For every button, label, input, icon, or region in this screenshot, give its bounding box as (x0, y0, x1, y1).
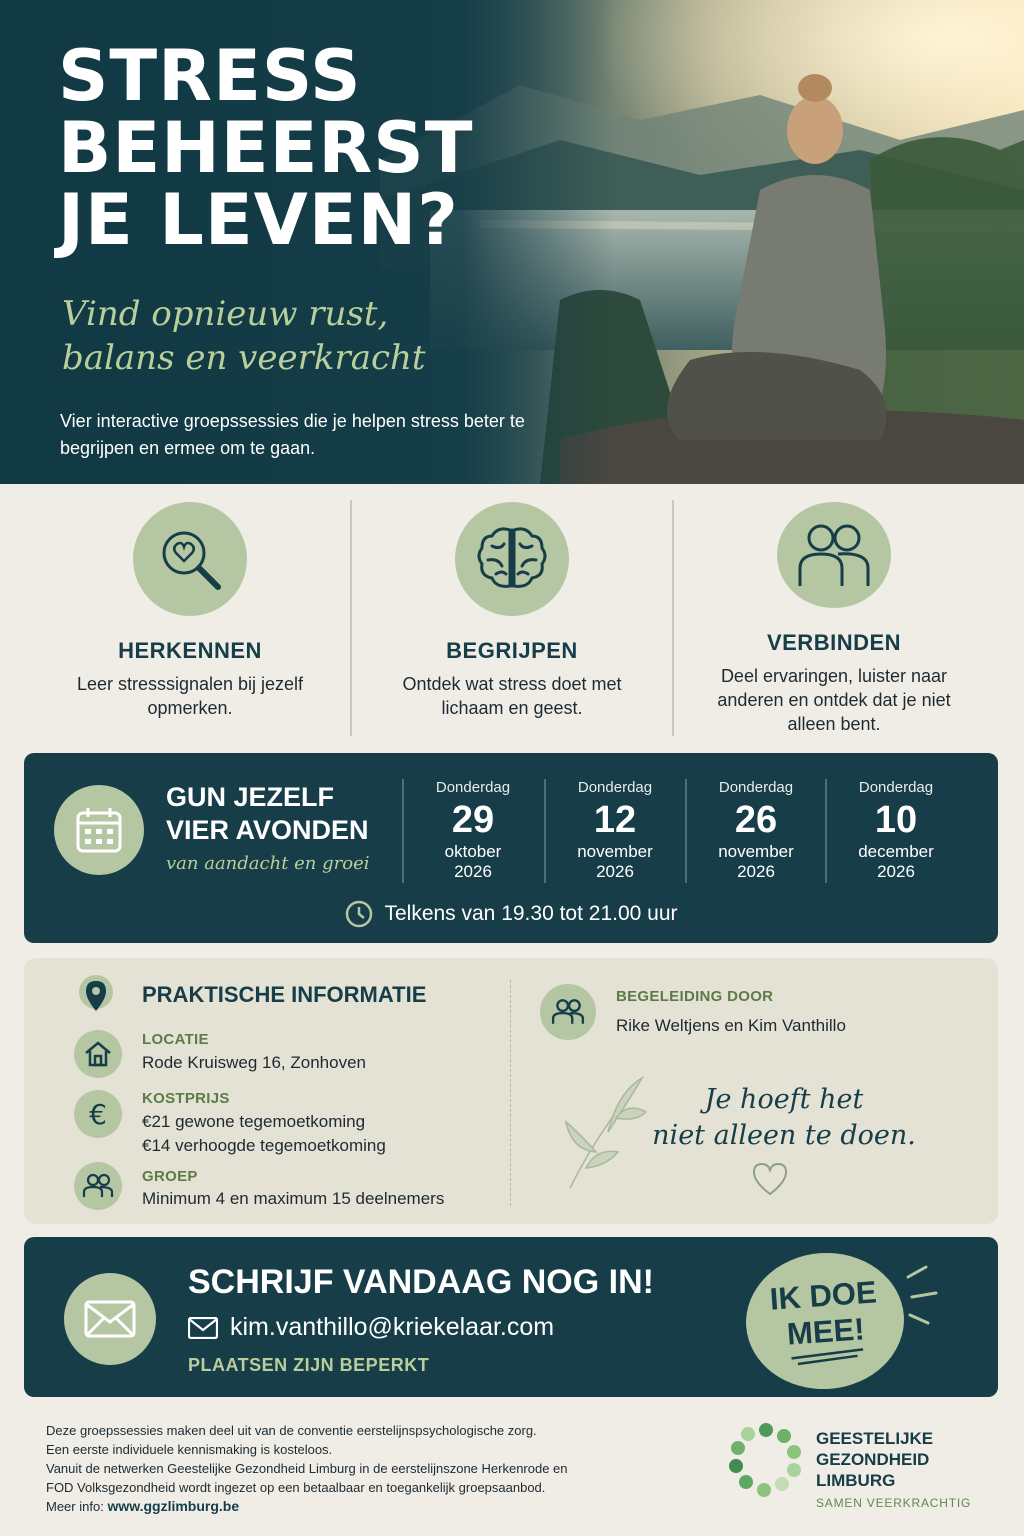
quote (644, 1082, 924, 1154)
hero-subtitle (62, 292, 502, 380)
footer-notes (46, 1421, 686, 1516)
heart-icon (750, 1160, 790, 1198)
home-icon (74, 1030, 122, 1078)
session-year: 2026 (596, 862, 634, 881)
logo-tagline: SAMEN VEERKRACHTIG (816, 1496, 972, 1510)
session-day: Donderdag (435, 779, 511, 796)
sessions-heading-line: VIER AVONDEN (166, 815, 369, 845)
hero-title-line: STRESS (58, 35, 362, 117)
feature-title: VERBINDEN (766, 630, 902, 655)
calendar-icon (54, 785, 144, 875)
signup-heading: SCHRIJF VANDAAG NOG IN! (188, 1263, 654, 1301)
hero-title-line: JE LEVEN? (58, 179, 459, 261)
footer-line: Een eerste individuele kennismaking is kosteloos. (46, 1442, 333, 1457)
price-value-regular: €21 gewone tegemoetkoming (142, 1112, 366, 1131)
feature-list (30, 500, 994, 736)
session-year: 2026 (877, 862, 915, 881)
guidance-label: BEGELEIDING DOOR (616, 988, 774, 1005)
session-month: december (858, 842, 934, 861)
euro-icon: € (74, 1090, 122, 1138)
signup-banner (24, 1237, 998, 1397)
session-day: Donderdag (718, 779, 794, 796)
more-info-label: Meer info: (46, 1499, 104, 1514)
ggz-limburg-logo (726, 1420, 1006, 1520)
guides-icon (540, 984, 596, 1040)
session-day-number: 12 (593, 799, 637, 841)
join-badge-line: IK DOE (768, 1274, 878, 1317)
logo-name-line: LIMBURG (816, 1471, 896, 1490)
logo-name (816, 1428, 933, 1491)
session-dates-band (24, 753, 998, 943)
feature-verbinden (672, 500, 994, 736)
hero-title-line: BEHEERST (58, 107, 474, 189)
footer-line: Vanuit de netwerken Geestelijke Gezondheid Limburg in de eerstelijnszone Herkenrode en (46, 1461, 568, 1476)
hero-banner (0, 0, 1024, 484)
signup-email[interactable]: kim.vanthillo@kriekelaar.com (230, 1313, 555, 1341)
session-date (402, 779, 542, 883)
join-badge[interactable] (741, 1248, 908, 1395)
leaf-branch-icon (558, 1072, 648, 1192)
burst-lines-icon (904, 1263, 944, 1333)
sessions-tagline: van aandacht en groei (166, 853, 370, 874)
footer-line: FOD Volksgezondheid wordt ingezet op een betaalbaar en toegankelijk groepsaanbod. (46, 1480, 546, 1495)
session-month: oktober (444, 842, 502, 861)
guidance-value: Rike Weltjens en Kim Vanthillo (616, 1016, 846, 1035)
join-badge-line: MEE! (785, 1311, 866, 1352)
session-year: 2026 (454, 862, 492, 881)
logo-name-line: GEESTELIJKE (816, 1429, 934, 1448)
more-info-link[interactable]: www.ggzlimburg.be (107, 1498, 240, 1514)
divider (510, 980, 511, 1206)
session-month: november (577, 842, 653, 861)
hero-subtitle-line: balans en veerkracht (62, 338, 426, 378)
logo-ring-icon (726, 1420, 806, 1500)
feature-title: HERKENNEN (118, 638, 262, 663)
feature-title: BEGRIJPEN (446, 638, 578, 663)
session-year: 2026 (737, 862, 775, 881)
session-day: Donderdag (577, 779, 653, 796)
practical-info-title: PRAKTISCHE INFORMATIE (142, 982, 427, 1007)
session-date (544, 779, 684, 883)
session-date (685, 779, 825, 883)
price-value-increased: €14 verhoogde tegemoetkoming (142, 1136, 386, 1155)
feature-text: Deel ervaringen, luister naar anderen en ontdek dat je niet alleen bent. (717, 666, 951, 734)
session-day-number: 29 (451, 799, 495, 841)
session-time (24, 899, 998, 929)
sessions-heading (166, 781, 406, 874)
clock-icon (344, 899, 374, 929)
people-icon (777, 502, 891, 608)
session-month: november (718, 842, 794, 861)
more-info (46, 1497, 686, 1516)
envelope-icon (64, 1273, 156, 1365)
session-day-number: 26 (734, 799, 778, 841)
small-envelope-icon (188, 1317, 218, 1339)
price-label: KOSTPRIJS (142, 1090, 230, 1107)
feature-begrijpen (350, 500, 672, 736)
limited-places-note: PLAATSEN ZIJN BEPERKT (188, 1355, 430, 1375)
signup-email-link[interactable] (188, 1313, 554, 1342)
group-value: Minimum 4 en maximum 15 deelnemers (142, 1189, 445, 1208)
logo-name-line: GEZONDHEID (816, 1450, 930, 1469)
footer-line: Deze groepssessies maken deel uit van de conventie eerstelijnspsychologische zorg. (46, 1423, 537, 1438)
group-icon (74, 1162, 122, 1210)
session-day-number: 10 (874, 799, 918, 841)
quote-line: niet alleen te doen. (652, 1120, 916, 1151)
location-label: LOCATIE (142, 1031, 209, 1048)
hero-intro-text: Vier interactive groepssessies die je helpen stress beter te begrijpen en ermee om te gaan. (60, 411, 525, 458)
session-time-text: Telkens van 19.30 tot 21.00 uur (384, 902, 678, 925)
hero-subtitle-line: Vind opnieuw rust, (62, 294, 389, 334)
hero-title (58, 35, 498, 261)
session-day: Donderdag (858, 779, 934, 796)
quote-line: Je hoeft het (704, 1084, 864, 1115)
magnifier-heart-icon (133, 502, 247, 616)
location-value: Rode Kruisweg 16, Zonhoven (142, 1053, 366, 1072)
feature-herkennen (30, 500, 350, 736)
feature-text: Leer stresssignalen bij jezelf opmerken. (76, 674, 304, 718)
group-label: GROEP (142, 1168, 198, 1185)
feature-text: Ontdek wat stress doet met lichaam en geest. (402, 674, 622, 718)
sessions-heading-line: GUN JEZELF (166, 782, 335, 812)
location-pin-icon (72, 972, 120, 1020)
brain-icon (455, 502, 569, 616)
practical-info-panel (24, 958, 998, 1224)
session-date (825, 779, 965, 883)
